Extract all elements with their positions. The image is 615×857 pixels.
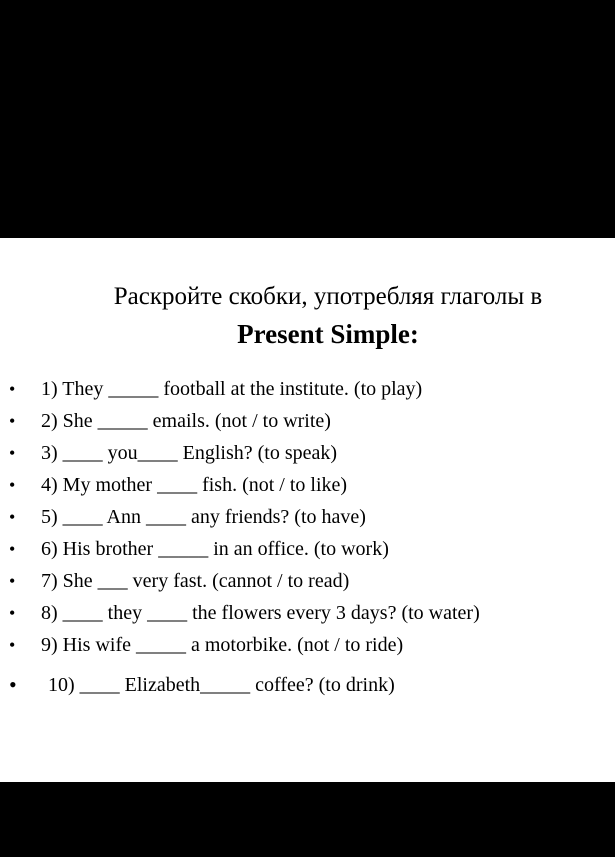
item-text: 4) My mother ____ fish. (not / to like) (41, 474, 348, 496)
bullet: • (9, 635, 16, 655)
list-item-7 (0, 567, 615, 595)
list-item-10 (0, 671, 615, 699)
bottom-black-bar (0, 782, 615, 857)
top-black-bar (0, 0, 615, 238)
title-instruction: Раскройте скобки, употребляя глаголы в (113, 283, 543, 310)
item-text: 5) ____ Ann ____ any friends? (to have) (41, 506, 366, 528)
title-tense: Present Simple: (237, 319, 419, 349)
bullet: • (9, 603, 16, 623)
list-item-9 (0, 631, 615, 659)
item-text: 7) She ___ very fast. (cannot / to read) (41, 570, 350, 592)
list-item-6 (0, 535, 615, 563)
item-text: 2) She _____ emails. (not / to write) (41, 410, 331, 432)
bullet: • (9, 672, 17, 697)
item-text: 9) His wife _____ a motorbike. (not / to ride) (41, 634, 404, 656)
bullet: • (9, 443, 16, 463)
item-text: 6) His brother _____ in an office. (to work) (41, 538, 389, 560)
list-item-1 (0, 375, 615, 403)
list-item-4 (0, 471, 615, 499)
bullet: • (9, 507, 16, 527)
bullet: • (9, 475, 16, 495)
list-item-8 (0, 599, 615, 627)
bullet: • (9, 411, 16, 431)
bullet: • (9, 539, 16, 559)
list-item-3 (0, 439, 615, 467)
item-text: 1) They _____ football at the institute. (to play) (41, 378, 423, 400)
worksheet-page (0, 238, 615, 782)
bullet: • (9, 379, 16, 399)
item-text: 3) ____ you____ English? (to speak) (41, 442, 338, 464)
bullet: • (9, 571, 16, 591)
list-item-5 (0, 503, 615, 531)
list-item-2 (0, 407, 615, 435)
item-text: 10) ____ Elizabeth_____ coffee? (to drink) (48, 674, 395, 696)
item-text: 8) ____ they ____ the flowers every 3 days? (to water) (41, 602, 480, 624)
